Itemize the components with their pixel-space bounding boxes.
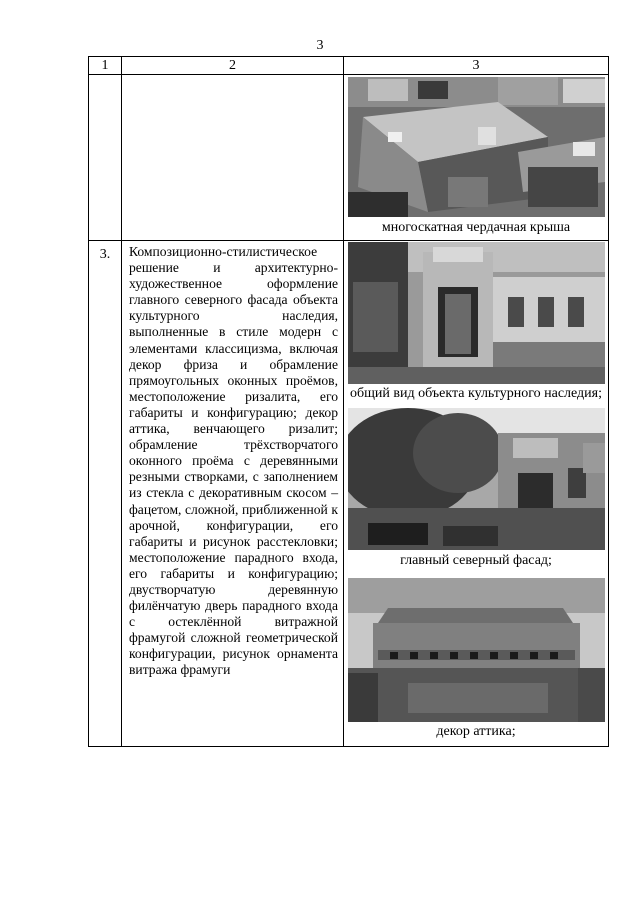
table-header-row xyxy=(89,57,609,75)
page-number: 3 xyxy=(316,38,324,53)
caption-general-view: общий вид объекта культурного наследия; xyxy=(350,386,602,401)
roof-photo xyxy=(348,77,605,217)
cell-images-roof xyxy=(344,75,609,241)
cell-number: 3. xyxy=(89,241,122,747)
header-col-2: 2 xyxy=(122,57,344,75)
cell-description: Композиционно-стилистическое решение и архитектурно-художественное оформление главного северного фасада объекта культурного наследия, выполненные в стиле модерн с элементами классицизма, включая декор фриза и обрамление прямоугольных оконных проёмов, местоположение ризалита, его габариты и конфигурацию; декор аттика, венчающего ризалит; обрамление трёхстворчатого оконного проёма с деревянными резными створками, с заполнением из стекла с декоративным скосом – фацетом, сложной, приближенной к арочной, конфигурации, его габариты и рисунок расстекловки; местоположение парадного входа, его габариты и конфигурацию; двустворчатую деревянную филёнчатую дверь парадного входа с остеклённой витражной фрамугой сложной геометрической конфигурации, рисунок орнамента витража фрамуги xyxy=(122,241,344,747)
cell-description-empty xyxy=(122,75,344,241)
heritage-table xyxy=(88,56,609,747)
general-view-photo xyxy=(348,242,605,384)
table-row-continued xyxy=(89,75,609,241)
cell-images xyxy=(344,241,609,747)
header-col-1: 1 xyxy=(89,57,122,75)
caption-north-facade: главный северный фасад; xyxy=(400,553,552,568)
attic-decor-photo xyxy=(348,578,605,722)
cell-number-empty xyxy=(89,75,122,241)
caption-roof: многоскатная чердачная крыша xyxy=(381,220,571,235)
north-facade-photo xyxy=(348,408,605,550)
header-col-3: 3 xyxy=(344,57,609,75)
caption-attic-decor: декор аттика; xyxy=(436,724,516,739)
table-row-3 xyxy=(89,241,609,747)
